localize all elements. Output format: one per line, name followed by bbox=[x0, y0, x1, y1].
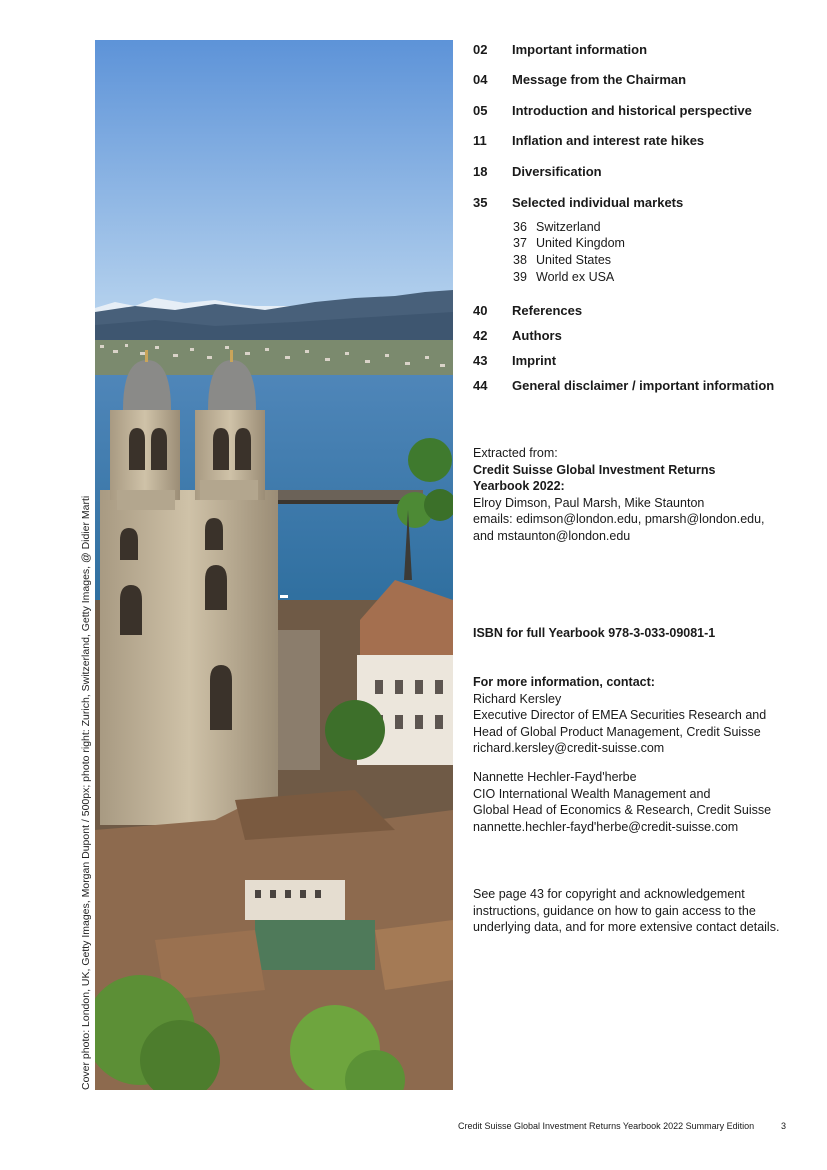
contact-role: Executive Director of EMEA Securities Research and bbox=[473, 708, 767, 722]
toc-page-number: 11 bbox=[473, 133, 487, 148]
toc-page-number: 05 bbox=[473, 103, 488, 118]
note-line: instructions, guidance on how to gain access to the bbox=[473, 903, 756, 918]
toc-item[interactable] bbox=[473, 303, 582, 318]
toc-item[interactable] bbox=[473, 378, 774, 393]
toc-title: Imprint bbox=[512, 353, 557, 368]
toc-title: Authors bbox=[512, 328, 562, 343]
note-line: See page 43 for copyright and acknowledgement bbox=[473, 887, 745, 901]
toc-title: Diversification bbox=[512, 164, 602, 179]
toc-title: Important information bbox=[512, 42, 648, 57]
toc-page-number: 18 bbox=[473, 164, 488, 179]
toc-subtitle: United Kingdom bbox=[536, 236, 625, 250]
contact-email[interactable]: nannette.hechler-fayd'herbe@credit-suisse.com bbox=[473, 819, 739, 834]
toc-page-number: 02 bbox=[473, 42, 488, 57]
author-emails: and mstaunton@london.edu bbox=[473, 528, 631, 543]
authors: Elroy Dimson, Paul Marsh, Mike Staunton bbox=[473, 495, 705, 510]
toc-subtitle: United States bbox=[536, 253, 612, 267]
extract-title: Credit Suisse Global Investment Returns bbox=[473, 462, 716, 477]
toc-item[interactable] bbox=[473, 72, 686, 87]
toc-title: Selected individual markets bbox=[512, 195, 684, 210]
toc-item[interactable] bbox=[473, 103, 752, 118]
toc-page-number: 36 bbox=[513, 220, 527, 234]
toc-page-number: 40 bbox=[473, 303, 488, 318]
toc-subtitle: World ex USA bbox=[536, 270, 615, 284]
toc-title: Introduction and historical perspective bbox=[512, 103, 752, 118]
copyright-note bbox=[473, 886, 813, 936]
toc-title: Message from the Chairman bbox=[512, 72, 687, 87]
toc-subitem[interactable] bbox=[513, 220, 601, 234]
contact-heading: For more information, contact: bbox=[473, 675, 655, 689]
photo-credit: Cover photo: London, UK, Getty Images, Morgan Dupont / 500px; photo right: Zurich, Switzerland, Getty Images, @ Didier Marti bbox=[80, 495, 92, 1090]
toc-page-number: 43 bbox=[473, 353, 488, 368]
toc-title: References bbox=[512, 303, 583, 318]
toc-item[interactable] bbox=[473, 42, 647, 57]
contact-name: Richard Kersley bbox=[473, 691, 562, 706]
extract-intro: Extracted from: bbox=[473, 446, 558, 460]
contact-role: Head of Global Product Management, Credit Suisse bbox=[473, 724, 761, 739]
contact-role: CIO International Wealth Management and bbox=[473, 786, 711, 801]
toc-page-number: 42 bbox=[473, 328, 488, 343]
toc-page-number: 44 bbox=[473, 378, 488, 393]
toc-item[interactable] bbox=[473, 133, 704, 148]
contact-email[interactable]: richard.kersley@credit-suisse.com bbox=[473, 741, 665, 755]
isbn: ISBN for full Yearbook 978-3-033-09081-1 bbox=[473, 626, 716, 640]
footer-title: Credit Suisse Global Investment Returns Yearbook 2022 Summary Edition bbox=[458, 1121, 755, 1131]
author-emails: emails: edimson@london.edu, pmarsh@london.edu, bbox=[473, 512, 765, 526]
toc-page-number: 37 bbox=[513, 236, 527, 250]
page-number: 3 bbox=[781, 1121, 787, 1131]
contact-name: Nannette Hechler-Fayd'herbe bbox=[473, 770, 637, 784]
extract-block bbox=[473, 445, 813, 544]
toc-page-number: 35 bbox=[473, 195, 488, 210]
toc-subitem[interactable] bbox=[513, 270, 614, 284]
contact-block bbox=[473, 674, 813, 757]
toc-title: General disclaimer / important information bbox=[512, 378, 775, 393]
toc-subitem[interactable] bbox=[513, 253, 611, 267]
note-line: underlying data, and for more extensive contact details. bbox=[473, 920, 780, 934]
extract-title: Yearbook 2022: bbox=[473, 479, 565, 493]
contact-block bbox=[473, 769, 813, 835]
toc-page-number: 38 bbox=[513, 253, 527, 267]
toc-page-number: 39 bbox=[513, 270, 527, 284]
toc-subtitle: Switzerland bbox=[536, 220, 601, 234]
toc-item[interactable] bbox=[473, 328, 562, 343]
toc-page-number: 04 bbox=[473, 72, 488, 87]
toc-item[interactable] bbox=[473, 195, 683, 210]
toc-title: Inflation and interest rate hikes bbox=[512, 133, 705, 148]
toc-item[interactable] bbox=[473, 353, 556, 368]
toc-subitem[interactable] bbox=[513, 236, 625, 250]
toc-item[interactable] bbox=[473, 164, 602, 179]
contact-role: Global Head of Economics & Research, Credit Suisse bbox=[473, 803, 772, 817]
zurich-photo bbox=[95, 40, 453, 1090]
